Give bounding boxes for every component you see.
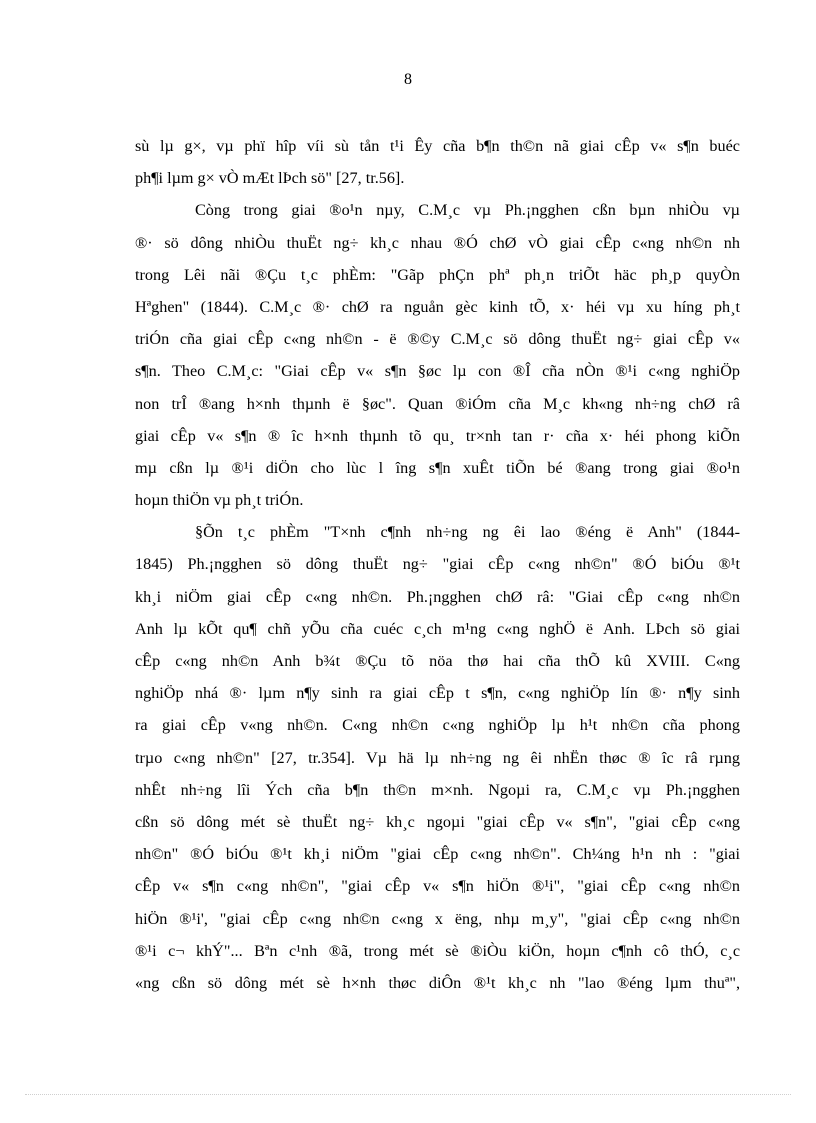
text-line: ph¶i lµm g× vÒ mÆt lÞch sö" [27, tr.56].: [135, 169, 405, 188]
text-line: Hªghen" (1844). C.M¸c ®· chØ ra nguån gèc kinh tÕ, x· héi vµ xu híng ph¸t: [135, 297, 740, 316]
text-line: trong Lêi nãi ®Çu t¸c phÈm: "Gãp phÇn phª ph¸n triÕt häc ph¸p quyÒn: [135, 265, 740, 284]
text-line: cßn sö dông mét sè thuËt ng÷ kh¸c ngoµi "giai cÊp v« s¶n", "giai cÊp c«ng: [135, 812, 740, 831]
text-line: §Õn t¸c phÈm "T×nh c¶nh nh÷ng ng êi lao ®éng ë Anh" (1844-: [195, 523, 740, 542]
text-line: 1845) Ph.¡ngghen sö dông thuËt ng÷ "giai cÊp c«ng nh©n" ®Ó biÓu ®¹t: [135, 555, 740, 574]
text-line: mµ cßn lµ ®¹i diÖn cho lùc l îng s¶n xuÊt tiÕn bé ®ang trong giai ®o¹n: [135, 458, 740, 477]
text-line: Anh lµ kÕt qu¶ chñ yÕu cña cuéc c¸ch m¹ng c«ng nghÖ ë Anh. LÞch sö giai: [135, 619, 740, 638]
text-line: «ng cßn sö dông mét sè h×nh thøc diÔn ®¹t kh¸c nh "lao ®éng lµm thuª",: [135, 973, 740, 992]
text-line: triÓn cña giai cÊp c«ng nh©n - ë ®©y C.M¸c sö dông thuËt ng÷ giai cÊp v«: [135, 330, 740, 349]
text-line: s¶n. Theo C.M¸c: "Giai cÊp v« s¶n §øc lµ con ®Î cña nÒn ®¹i c«ng nghiÖp: [135, 362, 740, 381]
text-line: trµo c«ng nh©n" [27, tr.354]. Vµ hä lµ nh÷ng ng êi nhËn thøc ® îc râ rµng: [135, 748, 740, 767]
text-line: ®· sö dông nhiÒu thuËt ng÷ kh¸c nhau ®Ó chØ vÒ giai cÊp c«ng nh©n nh: [135, 233, 740, 252]
text-line: nghiÖp nhá ®· lµm n¶y sinh ra giai cÊp t s¶n, c«ng nghiÖp lín ®· n¶y sinh: [135, 684, 740, 703]
text-line: nh©n" ®Ó biÓu ®¹t kh¸i niÖm "giai cÊp c«ng nh©n". Ch¼ng h¹n nh : "giai: [135, 845, 740, 864]
text-line: hiÖn ®¹i', "giai cÊp c«ng nh©n c«ng x ëng, nhµ m¸y", "giai cÊp c«ng nh©n: [135, 909, 740, 928]
text-line: cÊp v« s¶n c«ng nh©n", "giai cÊp v« s¶n hiÖn ®¹i", "giai cÊp c«ng nh©n: [135, 877, 740, 896]
text-line: cÊp c«ng nh©n Anh b¾t ®Çu tõ nöa thø hai cña thÕ kû XVIII. C«ng: [135, 652, 740, 670]
text-line: nhÊt nh÷ng lîi Ých cña b¶n th©n m×nh. Ngoµi ra, C.M¸c vµ Ph.¡ngghen: [135, 780, 740, 799]
text-line: giai cÊp v« s¶n ® îc h×nh thµnh tõ qu¸ tr×nh tan r· cña x· héi phong kiÕn: [135, 426, 740, 445]
text-line: sù lµ g×, vµ phï hîp víi sù tån t¹i Êy cña b¶n th©n nã giai cÊp v« s¶n buéc: [135, 137, 740, 155]
body-text: [135, 130, 740, 999]
text-line: ®¹i c¬ khÝ"... Bªn c¹nh ®ã, trong mét sè ®iÒu kiÖn, hoµn c¶nh cô thÓ, c¸c: [135, 941, 740, 960]
page-number: 8: [404, 71, 412, 88]
page-bottom-divider: [25, 1094, 791, 1095]
text-line: hoµn thiÖn vµ ph¸t triÓn.: [135, 491, 304, 510]
text-line: ra giai cÊp v«ng nh©n. C«ng nh©n c«ng nghiÖp lµ h¹t nh©n cña phong: [135, 716, 740, 735]
text-line: Còng trong giai ®o¹n nµy, C.M¸c vµ Ph.¡ngghen cßn bµn nhiÒu vµ: [195, 201, 740, 220]
text-line: kh¸i niÖm giai cÊp c«ng nh©n. Ph.¡ngghen chØ râ: "Giai cÊp c«ng nh©n: [135, 587, 740, 606]
text-line: non trÎ ®ang h×nh thµnh ë §øc". Quan ®iÓm cña M¸c kh«ng nh÷ng chØ râ: [135, 394, 740, 413]
